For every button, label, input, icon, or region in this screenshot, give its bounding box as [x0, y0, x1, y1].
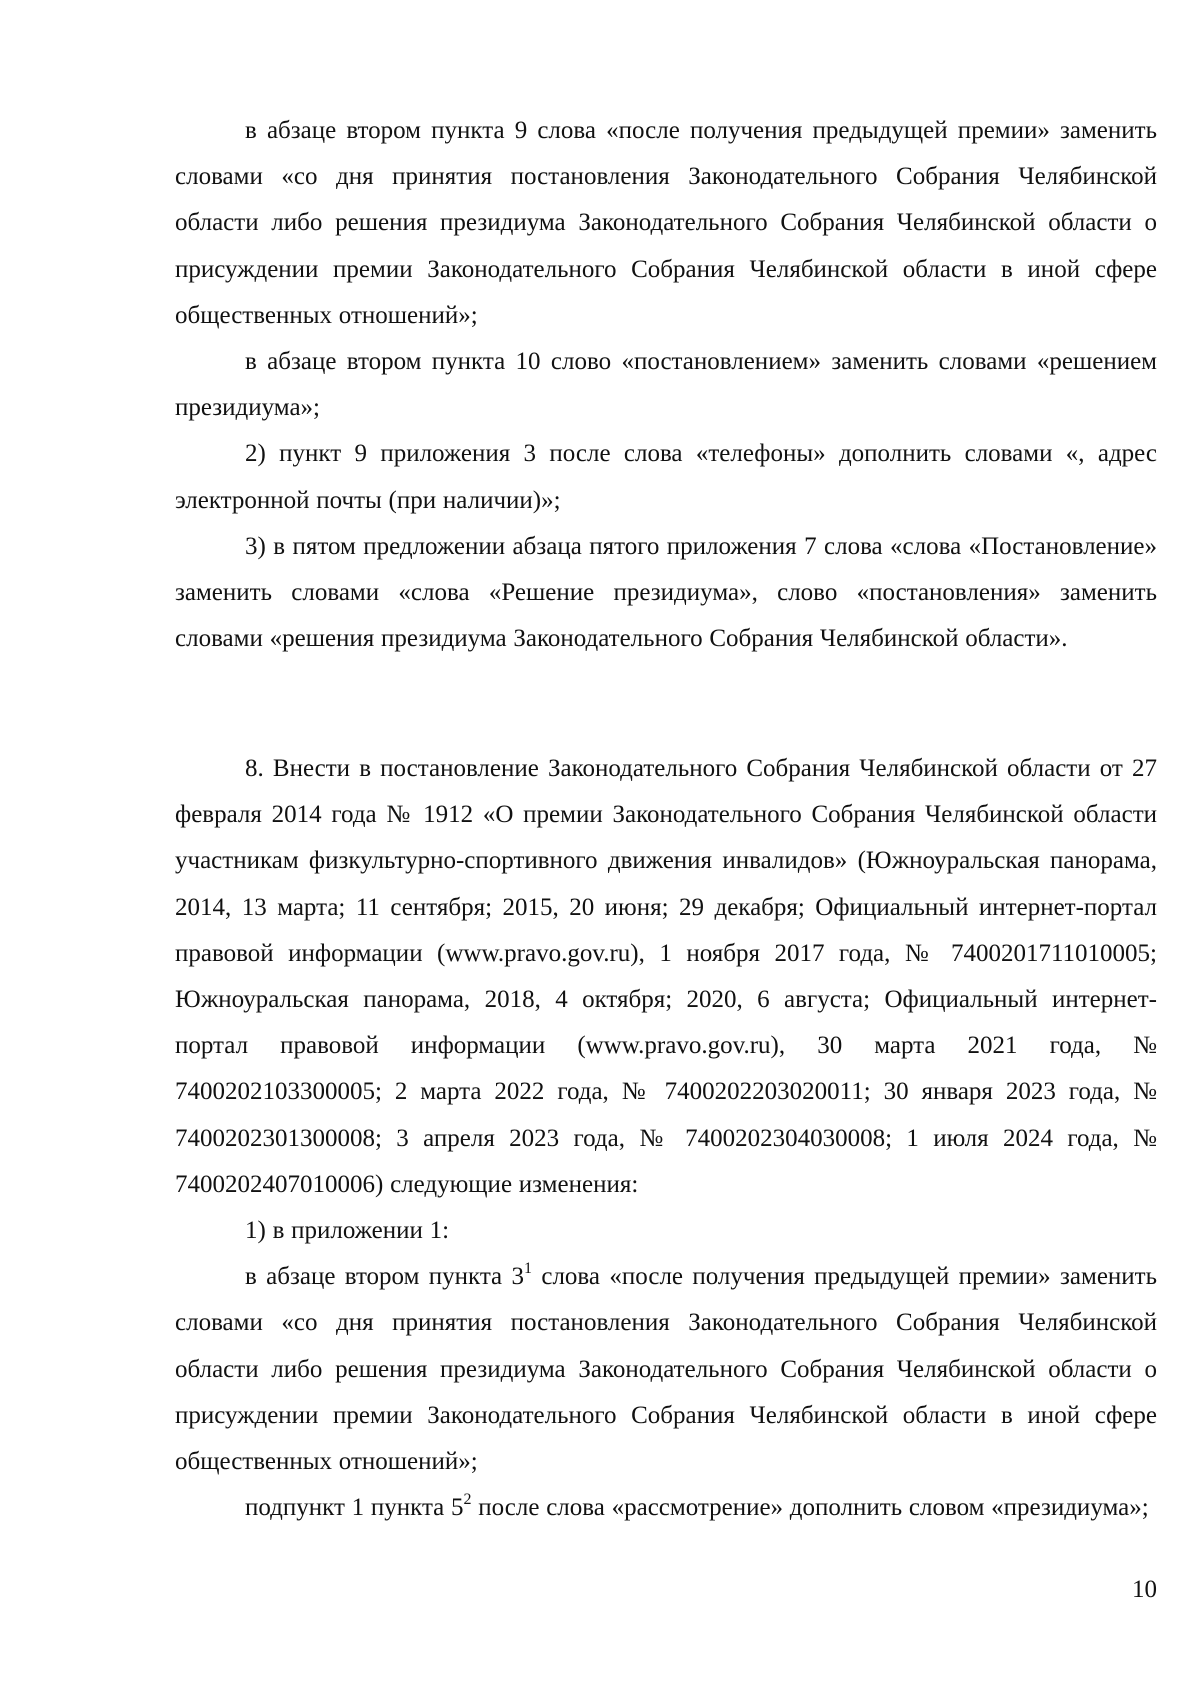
paragraph-with-superscript — [175, 1254, 1157, 1485]
paragraph: в абзаце втором пункта 9 слова «после получения предыдущей премии» заменить словами «со дня принятия постановления Законодательного Собрания Челябинской области либо решения президиума Законодательного Собрания Челябинской области о присуждении премии Законодательного Собрания Челябинской области в иной сфере общественных отношений»; — [175, 117, 1157, 329]
paragraph-with-superscript — [175, 1485, 1157, 1531]
paragraph: 2) пункт 9 приложения 3 после слова «телефоны» дополнить словами «, адрес электронной почты (при наличии)»; — [175, 440, 1157, 514]
text-span: в абзаце втором пункта 3 — [245, 1263, 524, 1291]
superscript: 1 — [524, 1259, 532, 1277]
paragraph-item-8: 8. Внести в постановление Законодательного Собрания Челябинской области от 27 февраля 2014 года № 1912 «О премии Законодательного Собрания Челябинской области участникам физкультурно-спортивного движения инвалидов» (Южноуральская панорама, 2014, 13 марта; 11 сентября; 2015, 20 июня; 29 декабря; Официальный интернет-портал правовой информации (www.pravo.gov.ru), 1 ноября 2017 года, № 7400201711010005; Южноуральская панорама, 2018, 4 октября; 2020, 6 августа; Официальный интернет-портал правовой информации (www.pravo.gov.ru), 30 марта 2021 года, № 7400202103300005; 2 марта 2022 года, № 7400202203020011; 30 января 2023 года, № 7400202301300008; 3 апреля 2023 года, № 7400202304030008; 1 июля 2024 года, № 7400202407010006) следующие изменения: — [175, 755, 1157, 1198]
page-number: 10 — [1132, 1576, 1157, 1603]
superscript: 2 — [463, 1490, 472, 1508]
text-block-amendments-7 — [175, 108, 1157, 662]
text-span: подпункт 1 пункта 5 — [245, 1494, 464, 1522]
text-span: после слова «рассмотрение» дополнить словом «президиума»; — [471, 1494, 1149, 1522]
text-span: слова «после получения предыдущей премии» заменить словами «со дня принятия постановления Законодательного Собрания Челябинской области либо решения президиума Законодательного Собрания Челябинской области о присуждении премии Законодательного Собрания Челябинской области в иной сфере общественных отношений»; — [175, 1263, 1157, 1476]
paragraph: 1) в приложении 1: — [245, 1217, 450, 1245]
paragraph: 3) в пятом предложении абзаца пятого приложения 7 слова «слова «Постановление» заменить словами «слова «Решение президиума», слово «постановления» заменить словами «решения президиума Законодательного Собрания Челябинской области». — [175, 532, 1157, 653]
paragraph: в абзаце втором пункта 10 слово «постановлением» заменить словами «решением президиума»; — [175, 348, 1157, 422]
text-block-amendments-8 — [175, 746, 1157, 1531]
